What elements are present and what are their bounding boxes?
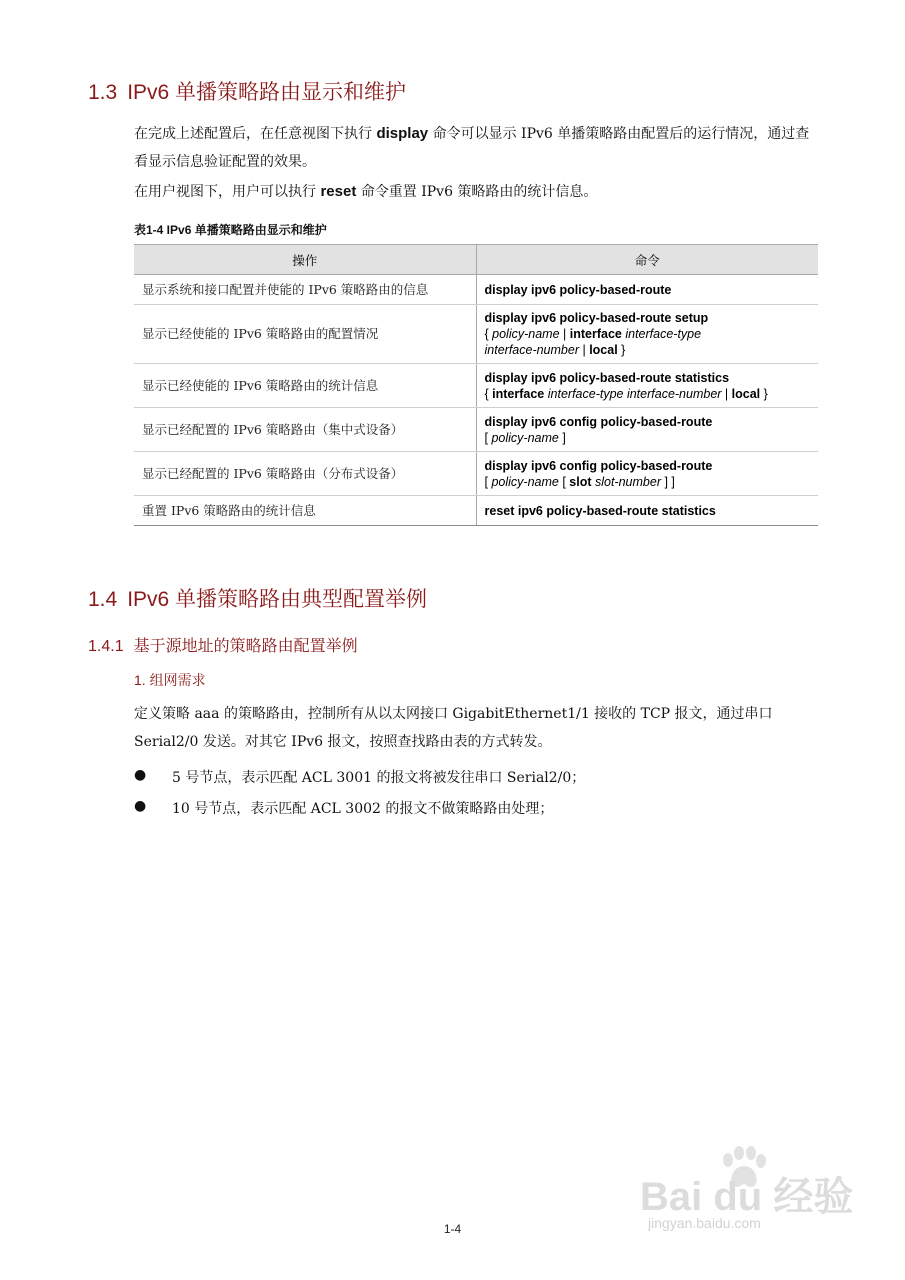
operation-cell: 显示已经使能的 IPv6 策略路由的配置情况 — [134, 305, 476, 364]
command-table — [134, 244, 818, 526]
command-cell: display ipv6 policy-based-route statistics { interface interface-type interface-number | local } — [476, 364, 818, 408]
table-header-row — [134, 245, 818, 275]
reset-keyword: reset — [320, 183, 357, 200]
requirements-paragraph: 定义策略 aaa 的策略路由，控制所有从以太网接口 GigabitEthernet1/1 接收的 TCP 报文，通过串口 Serial2/0 发送。对其它 IPv6 报文，按照查找路由表的方式转发。 — [134, 706, 773, 750]
table-caption: 表1-4 IPv6 单播策略路由显示和维护 — [134, 223, 327, 237]
list-item — [134, 767, 818, 787]
command-cell: display ipv6 policy-based-route — [476, 275, 818, 305]
intro-paragraph: 在完成上述配置后，在任意视图下执行 display 命令可以显示 IPv6 单播策略路由配置后的运行情况，通过查看显示信息验证配置的效果。 — [134, 125, 810, 170]
page-number: 1-4 — [443, 1222, 462, 1236]
table-row — [134, 364, 818, 408]
network-requirements-heading: 1. 组网需求 — [134, 672, 206, 688]
bullet-icon: ● — [134, 798, 147, 814]
table-row — [134, 452, 818, 496]
operation-cell: 显示已经使能的 IPv6 策略路由的统计信息 — [134, 364, 476, 408]
table-row — [134, 408, 818, 452]
command-cell: reset ipv6 policy-based-route statistics — [476, 496, 818, 526]
table-row — [134, 496, 818, 526]
section-title: IPv6 单播策略路由典型配置举例 — [127, 588, 428, 611]
operation-cell: 显示已经配置的 IPv6 策略路由（集中式设备） — [134, 408, 476, 452]
operation-cell: 显示已经配置的 IPv6 策略路由（分布式设备） — [134, 452, 476, 496]
command-cell: display ipv6 policy-based-route setup { policy-name | interface interface-type interface-number | local } — [476, 305, 818, 364]
subsection-number: 1.4.1 — [88, 638, 124, 655]
subsection-title: 基于源地址的策略路由配置举例 — [133, 638, 358, 655]
table-row — [134, 305, 818, 364]
reset-paragraph: 在用户视图下，用户可以执行 reset 命令重置 IPv6 策略路由的统计信息。 — [134, 183, 598, 200]
list-item-text: 10 号节点，表示匹配 ACL 3002 的报文不做策略路由处理； — [172, 801, 554, 817]
header-command: 命令 — [476, 245, 818, 275]
section-number: 1.3 — [88, 81, 118, 104]
command-cell: display ipv6 config policy-based-route [ policy-name ] — [476, 408, 818, 452]
section-title: IPv6 单播策略路由显示和维护 — [127, 81, 407, 104]
bullet-icon: ● — [134, 767, 147, 783]
section-number: 1.4 — [88, 588, 118, 611]
section-1-4-heading — [88, 583, 427, 613]
watermark-url: jingyan.baidu.com — [648, 1215, 761, 1231]
command-cell: display ipv6 config policy-based-route [ policy-name [ slot slot-number ] ] — [476, 452, 818, 496]
list-item-text: 5 号节点，表示匹配 ACL 3001 的报文将被发往串口 Serial2/0； — [172, 770, 586, 786]
list-item — [134, 798, 818, 818]
operation-cell: 重置 IPv6 策略路由的统计信息 — [134, 496, 476, 526]
watermark-brand: Bai du 经验 — [640, 1175, 854, 1219]
display-keyword: display — [376, 125, 429, 142]
section-1-3-heading — [88, 76, 406, 106]
header-operation: 操作 — [134, 245, 476, 275]
section-1-4-1-heading — [88, 633, 358, 656]
table-row — [134, 275, 818, 305]
operation-cell: 显示系统和接口配置并使能的 IPv6 策略路由的信息 — [134, 275, 476, 305]
